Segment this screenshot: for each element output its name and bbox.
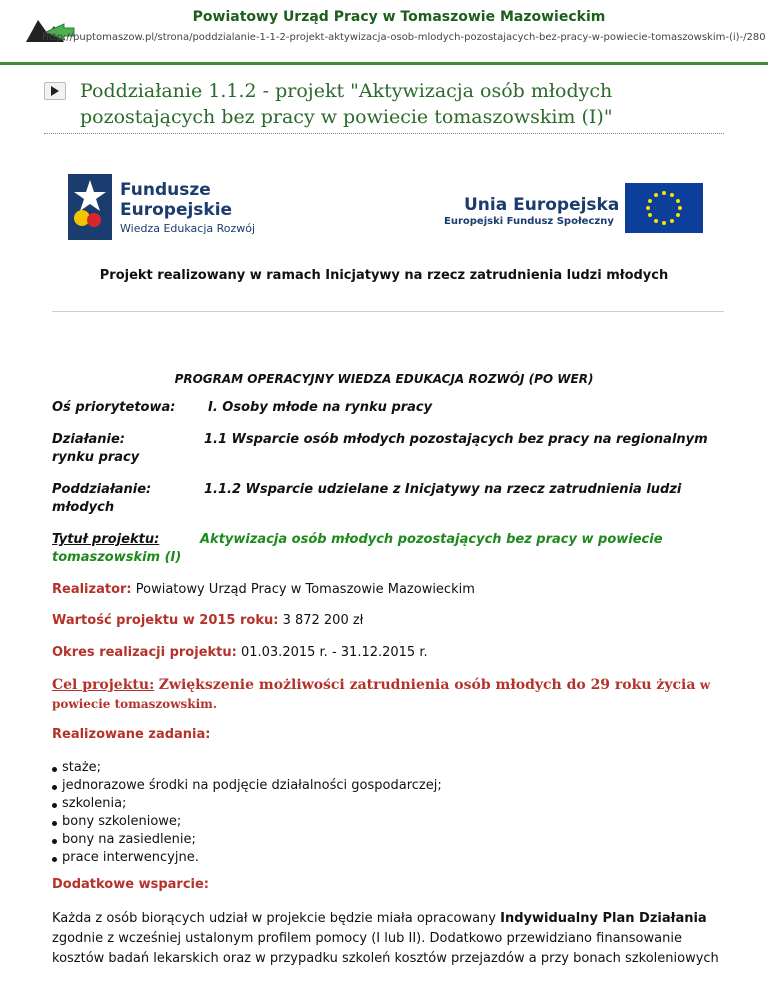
- page-title: Poddziałanie 1.1.2 - projekt "Aktywizacja osób młodych pozostających bez pracy w powiecie tomaszowskim (I)": [80, 80, 613, 128]
- tasks-list: [52, 759, 442, 867]
- support-heading: Dodatkowe wsparcie:: [52, 877, 210, 892]
- list-item: staże;: [52, 759, 442, 777]
- action-label: Działanie:: [52, 432, 125, 447]
- fundusze-europejskie-logo: [68, 172, 268, 242]
- realizer-value: Powiatowy Urząd Pracy w Tomaszowie Mazowieckim: [135, 582, 475, 597]
- list-item: prace interwencyjne.: [52, 849, 442, 867]
- realizer-line: [52, 580, 475, 600]
- fe-logo-line3: Wiedza Edukacja Rozwój: [120, 222, 256, 235]
- fe-star-icon: [68, 174, 112, 240]
- title-divider: [44, 133, 724, 134]
- goal-line: [52, 677, 710, 693]
- fe-logo-line2: Europejskie: [120, 200, 233, 220]
- project-value-amount: 3 872 200 zł: [282, 613, 364, 628]
- page-url: http://puptomaszow.pl/strona/poddzialanie-1-1-2-projekt-aktywizacja-osob-mlodych-pozostajacych-bez-pracy-w-powiecie-tomaszowskim-(i)-/280: [42, 32, 766, 43]
- axis-label: Oś priorytetowa:: [52, 400, 176, 415]
- project-title-value: Aktywizacja osób młodych pozostających bez pracy w powiecie: [200, 532, 663, 547]
- goal-value-cont: powiecie tomaszowskim.: [52, 697, 218, 711]
- fe-logo-line1: Fundusze: [120, 180, 211, 200]
- period-label: Okres realizacji projektu:: [52, 645, 237, 660]
- project-title-value-cont: tomaszowskim (I): [52, 550, 182, 565]
- site-header: [0, 0, 768, 65]
- period-line: [52, 643, 428, 663]
- list-item: jednorazowe środki na podjęcie działalności gospodarczej;: [52, 777, 442, 795]
- support-text-before: Każda z osób biorących udział w projekcie będzie miała opracowany: [52, 911, 496, 926]
- action-value: 1.1 Wsparcie osób młodych pozostających bez pracy na regionalnym: [204, 432, 708, 447]
- project-title-label: Tytuł projektu:: [52, 532, 160, 547]
- goal-label: Cel projektu:: [52, 677, 155, 693]
- site-title[interactable]: Powiatowy Urząd Pracy w Tomaszowie Mazowieckim: [192, 9, 606, 25]
- support-text-after: zgodnie z wcześniej ustalonym profilem pomocy (I lub II). Dodatkowo przewidziano finansowanie kosztów badań lekarskich oraz w przypadku szkoleń kosztów przejazdów a przy bonach szkoleniowych: [52, 931, 719, 966]
- program-heading: PROGRAM OPERACYJNY WIEDZA EDUKACJA ROZWÓJ (PO WER): [174, 372, 594, 386]
- goal-value: Zwiększenie możliwości zatrudnienia osób młodych do 29 roku życia: [158, 677, 696, 693]
- tasks-heading: Realizowane zadania:: [52, 727, 211, 742]
- subaction-value: 1.1.2 Wsparcie udzielane z Inicjatywy na rzecz zatrudnienia ludzi: [204, 482, 682, 497]
- period-value: 01.03.2015 r. - 31.12.2015 r.: [240, 645, 428, 660]
- initiative-caption: Projekt realizowany w ramach Inicjatywy na rzecz zatrudnienia ludzi młodych: [99, 268, 669, 283]
- list-item: szkolenia;: [52, 795, 442, 813]
- support-paragraph: [52, 909, 732, 969]
- eu-flag-icon: [625, 183, 703, 233]
- project-value-label: Wartość projektu w 2015 roku:: [52, 613, 279, 628]
- eu-logo-title: Unia Europejska: [464, 195, 620, 215]
- subaction-value-cont: młodych: [52, 500, 115, 515]
- support-text-bold: Indywidualny Plan Działania: [500, 911, 707, 926]
- list-item: bony na zasiedlenie;: [52, 831, 442, 849]
- axis-value: I. Osoby młode na rynku pracy: [208, 400, 433, 415]
- section-divider: [52, 311, 724, 312]
- goal-value-w: w: [699, 678, 711, 692]
- subaction-label: Poddziałanie:: [52, 482, 152, 497]
- list-item: bony szkoleniowe;: [52, 813, 442, 831]
- realizer-label: Realizator:: [52, 582, 132, 597]
- arrow-bullet-icon: [44, 82, 66, 100]
- project-value-line: [52, 611, 363, 631]
- eu-logo-subtitle: Europejski Fundusz Społeczny: [444, 216, 614, 227]
- action-value-cont: rynku pracy: [52, 450, 140, 465]
